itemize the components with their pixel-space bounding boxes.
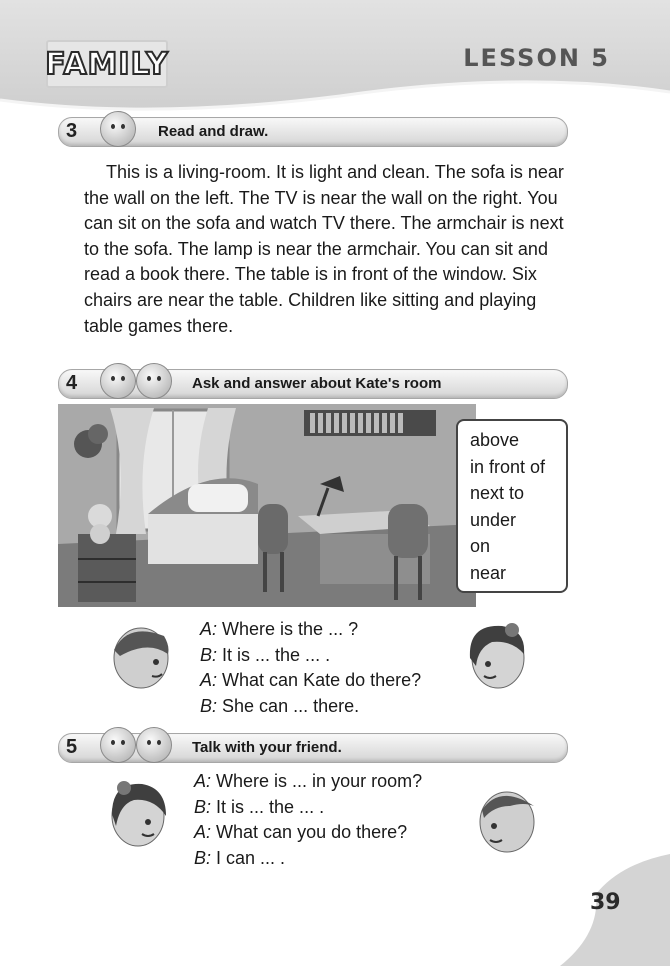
boy-head-icon <box>474 784 540 856</box>
unit-title-logo: FAMILY <box>46 40 168 88</box>
exercise-5-number: 5 <box>66 736 78 758</box>
smiley-face-icon <box>136 727 172 763</box>
exercise-3-text: This is a living-room. It is light and clean. The sofa is near the wall on the left. The TV is near the wall on the right. You can sit on the sofa and watch TV there. The armchair is next to the sofa. The lamp is near the armchair. You can sit and read a book there. The table is in front of the window. Six chairs are near the table. Children like sitting and playing table games there. <box>84 162 564 336</box>
exercise-4-number: 4 <box>66 372 78 394</box>
girl-head-icon <box>462 618 532 692</box>
word-next-to: next to <box>470 483 525 503</box>
girl-head-icon <box>104 776 174 850</box>
dialogue-line: B: I can ... . <box>194 847 286 868</box>
exercise-3-number: 3 <box>66 120 78 142</box>
exercise-3-instruction: Read and draw. <box>158 123 269 140</box>
kates-room-illustration <box>58 404 476 607</box>
dialogue-line: B: It is ... the ... . <box>194 796 325 817</box>
word-in-front-of: in front of <box>470 456 546 477</box>
dialogue-line: A: What can Kate do there? <box>200 670 422 690</box>
exercise-5-dialogue <box>194 769 422 871</box>
word-near: near <box>470 562 507 583</box>
boy-head-icon <box>108 620 174 692</box>
lesson-label: LESSON 5 <box>463 44 610 72</box>
prepositions-box <box>456 419 568 593</box>
word-on: on <box>470 536 491 556</box>
smiley-face-icon <box>136 363 172 399</box>
dialogue-line: A: What can you do there? <box>194 822 408 842</box>
word-above: above <box>470 430 520 450</box>
dialogue-line: B: She can ... there. <box>200 695 360 716</box>
smiley-face-icon <box>100 111 136 147</box>
smiley-face-icon <box>100 363 136 399</box>
exercise-4-dialogue <box>200 617 421 719</box>
word-under: under <box>470 509 517 530</box>
exercise-4-instruction: Ask and answer about Kate's room <box>192 375 442 392</box>
dialogue-line: A: Where is the ... ? <box>200 619 359 639</box>
smiley-face-icon <box>100 727 136 763</box>
dialogue-line: A: Where is ... in your room? <box>194 771 423 791</box>
exercise-5-instruction: Talk with your friend. <box>192 739 342 756</box>
dialogue-line: B: It is ... the ... . <box>200 644 331 665</box>
page-number: 39 <box>590 890 621 915</box>
